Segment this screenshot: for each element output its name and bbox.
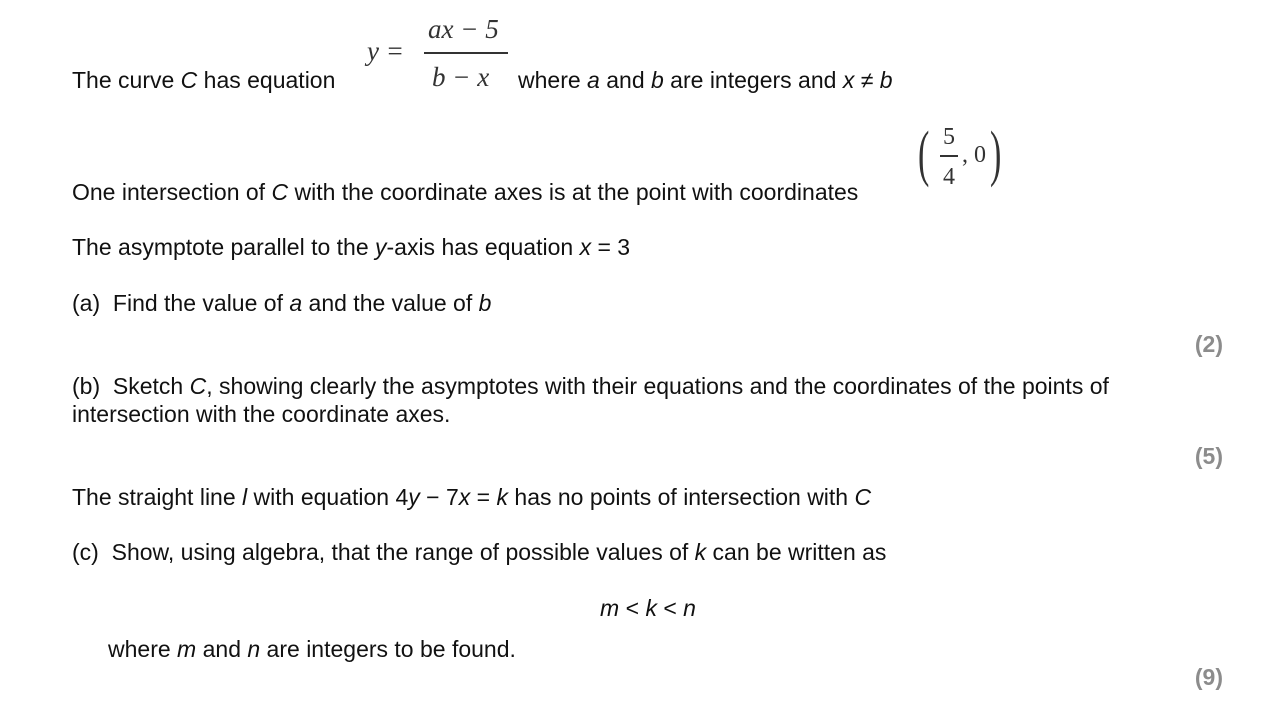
part-b-marks: (5) (1194, 443, 1223, 469)
part-c-label: (c) (72, 539, 99, 565)
part-c-marks: (9) (1194, 664, 1223, 690)
part-c: (c) Show, using algebra, that the range of possible values of k can be written as (72, 539, 887, 565)
part-a-label: (a) (72, 290, 101, 316)
equation-numerator: ax − 5 (428, 14, 499, 44)
equation-denominator: b − x (432, 62, 490, 92)
part-b-label: (b) (72, 373, 101, 399)
curve-conditions: where a and b are integers and x ≠ b (518, 67, 893, 93)
part-a-marks: (2) (1194, 331, 1223, 357)
left-paren: ( (918, 120, 930, 188)
intersection-statement: One intersection of C with the coordinate axes is at the point with coordinates (72, 179, 859, 205)
part-a: (a) Find the value of a and the value of b (72, 290, 492, 316)
point-fraction: 5 4 (938, 124, 960, 196)
equation-lhs: y = (367, 36, 404, 66)
curve-statement: The curve C has equation (72, 67, 336, 93)
curve-name: C (180, 67, 198, 93)
part-b-continued: intersection with the coordinate axes. (72, 401, 451, 427)
line-statement: The straight line l with equation 4y − 7x = k has no points of intersection with C (72, 484, 872, 510)
fraction-bar (424, 52, 508, 54)
right-paren: ) (990, 120, 1002, 188)
equation-fraction (424, 14, 510, 94)
asymptote-statement: The asymptote parallel to the y-axis has equation x = 3 (72, 234, 631, 260)
inequality: m < k < n (600, 595, 696, 621)
part-b: (b) Sketch C, showing clearly the asymptotes with their equations and the coordinates of the points of (72, 373, 1109, 399)
point-rest: , 0 (962, 142, 986, 168)
where-statement: where m and n are integers to be found. (108, 636, 516, 662)
